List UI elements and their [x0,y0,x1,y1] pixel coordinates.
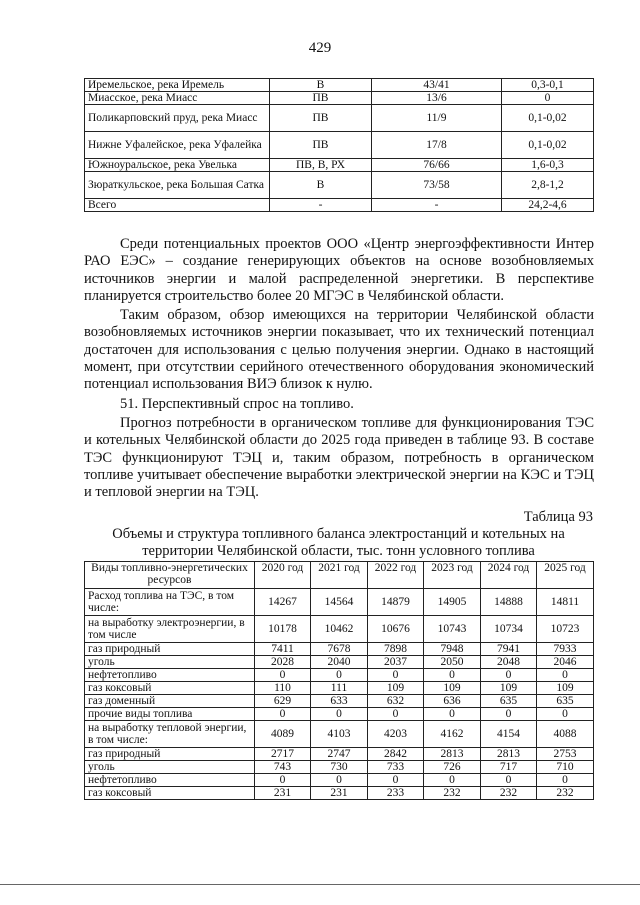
fuel-value-cell: 629 [255,695,311,708]
fuel-value-cell: 111 [311,682,368,695]
hydro-name-cell: Нижне Уфалейское, река Уфалейка [85,132,270,159]
page-number: 429 [308,40,332,56]
fuel-value-cell: 4103 [311,721,368,748]
fuel-label-cell: газ природный [85,643,255,656]
fuel-value-cell: 0 [424,774,481,787]
table-row [85,132,594,159]
table-label: Таблица 93 [523,509,593,525]
table-row [85,787,594,800]
fuel-value-cell: 232 [481,787,537,800]
paragraph-projects: Среди потенциальных проектов ООО «Центр энергоэффективности Интер РАО ЕЭС» – создание генерирующих объектов на основе возобновляемых источников энергии и малой распределенной энергетики. В перспективе планируется строительство более 20 МГЭС в Челябинской области. [84,236,594,304]
fuel-value-cell: 14879 [368,589,424,616]
fuel-value-cell: 14905 [424,589,481,616]
fuel-value-cell: 2813 [481,748,537,761]
header-year: 2022 год [368,562,424,589]
fuel-value-cell: 0 [537,669,594,682]
fuel-value-cell: 4203 [368,721,424,748]
hydro-type-cell: ПВ [270,105,372,132]
table-row [85,159,594,172]
hydro-power-cell: 11/9 [372,105,502,132]
fuel-value-cell: 232 [424,787,481,800]
fuel-label-cell: газ природный [85,748,255,761]
fuel-value-cell: 0 [311,708,368,721]
fuel-value-cell: 0 [311,669,368,682]
fuel-value-cell: 2028 [255,656,311,669]
body-text [84,236,594,501]
fuel-value-cell: 2050 [424,656,481,669]
table-row [85,708,594,721]
header-resource: Виды топливно-энергетических ресурсов [85,562,255,589]
fuel-value-cell: 4154 [481,721,537,748]
hydro-range-cell: 0 [502,92,594,105]
fuel-value-cell: 2842 [368,748,424,761]
hydro-name-cell: Миасское, река Миасс [85,92,270,105]
fuel-value-cell: 4089 [255,721,311,748]
fuel-value-cell: 7898 [368,643,424,656]
table-header-row [85,562,594,589]
fuel-value-cell: 0 [537,708,594,721]
table-row [85,92,594,105]
fuel-label-cell: нефтетопливо [85,669,255,682]
fuel-value-cell: 4162 [424,721,481,748]
fuel-value-cell: 7678 [311,643,368,656]
table-row [85,669,594,682]
hydro-name-cell: Южноуральское, река Увелька [85,159,270,172]
fuel-value-cell: 0 [481,669,537,682]
table-row [85,589,594,616]
hydro-type-cell: ПВ [270,132,372,159]
table-title: Объемы и структура топливного баланса электростанций и котельных на территории Челябинской области, тыс. тонн условного топлива [112,526,565,559]
fuel-value-cell: 0 [255,669,311,682]
fuel-value-cell: 110 [255,682,311,695]
fuel-label-cell: нефтетопливо [85,774,255,787]
fuel-value-cell: 635 [481,695,537,708]
fuel-value-cell: 109 [481,682,537,695]
hydro-type-cell: ПВ [270,92,372,105]
hydro-type-cell: ПВ, В, РХ [270,159,372,172]
fuel-label-cell: газ коксовый [85,682,255,695]
fuel-value-cell: 10743 [424,616,481,643]
hydro-range-cell: 2,8-1,2 [502,172,594,199]
header-year: 2025 год [537,562,594,589]
table-row [85,721,594,748]
fuel-value-cell: 231 [255,787,311,800]
table-row [85,682,594,695]
fuel-value-cell: 0 [481,708,537,721]
table-row [85,616,594,643]
hydro-power-cell: 43/41 [372,79,502,92]
fuel-value-cell: 7411 [255,643,311,656]
fuel-value-cell: 635 [537,695,594,708]
fuel-value-cell: 0 [255,708,311,721]
fuel-value-cell: 633 [311,695,368,708]
fuel-value-cell: 0 [311,774,368,787]
fuel-value-cell: 14888 [481,589,537,616]
table-row [85,695,594,708]
table-row [85,656,594,669]
fuel-value-cell: 0 [537,774,594,787]
fuel-value-cell: 7941 [481,643,537,656]
fuel-value-cell: 717 [481,761,537,774]
fuel-value-cell: 0 [368,669,424,682]
fuel-value-cell: 2048 [481,656,537,669]
hydro-type-cell: - [270,199,372,212]
table-row [85,79,594,92]
fuel-balance-table [84,561,594,800]
fuel-value-cell: 109 [368,682,424,695]
fuel-value-cell: 0 [424,669,481,682]
fuel-value-cell: 233 [368,787,424,800]
hydro-range-cell: 24,2-4,6 [502,199,594,212]
table-row [85,748,594,761]
fuel-value-cell: 0 [481,774,537,787]
fuel-label-cell: уголь [85,761,255,774]
fuel-label-cell: на выработку электроэнергии, в том числе [85,616,255,643]
hydro-power-cell: 17/8 [372,132,502,159]
fuel-label-cell: газ доменный [85,695,255,708]
header-year: 2021 год [311,562,368,589]
table-row [85,199,594,212]
fuel-value-cell: 2753 [537,748,594,761]
fuel-value-cell: 2037 [368,656,424,669]
fuel-value-cell: 2813 [424,748,481,761]
fuel-value-cell: 7933 [537,643,594,656]
fuel-label-cell: прочие виды топлива [85,708,255,721]
fuel-value-cell: 14564 [311,589,368,616]
hydro-power-cell: - [372,199,502,212]
fuel-value-cell: 4088 [537,721,594,748]
table-row [85,761,594,774]
fuel-value-cell: 743 [255,761,311,774]
fuel-label-cell: уголь [85,656,255,669]
fuel-label-cell: Расход топлива на ТЭС, в том числе: [85,589,255,616]
fuel-value-cell: 10178 [255,616,311,643]
fuel-value-cell: 0 [368,708,424,721]
fuel-value-cell: 2040 [311,656,368,669]
hydro-range-cell: 0,1-0,02 [502,132,594,159]
hydro-range-cell: 0,3-0,1 [502,79,594,92]
fuel-value-cell: 10723 [537,616,594,643]
header-year: 2023 год [424,562,481,589]
fuel-value-cell: 733 [368,761,424,774]
fuel-value-cell: 2747 [311,748,368,761]
fuel-value-cell: 109 [424,682,481,695]
hydro-name-cell: Всего [85,199,270,212]
fuel-value-cell: 109 [537,682,594,695]
section-heading: 51. Перспективный спрос на топливо. [120,395,354,412]
page-bottom-rule [0,884,640,885]
paragraph-forecast: Прогноз потребности в органическом топливе для функционирования ТЭС и котельных Челябинской области до 2025 года приведен в таблице 93. В составе ТЭС функционируют ТЭЦ и, таким образом, потребность в органическом топливе учитывает обеспечение выработки электрической энергии на КЭС и ТЭЦ и тепловой энергии на ТЭЦ. [84,414,594,501]
table-row [85,643,594,656]
fuel-value-cell: 0 [424,708,481,721]
hydro-power-cell: 73/58 [372,172,502,199]
hydro-name-cell: Иремельское, река Иремель [85,79,270,92]
fuel-value-cell: 2717 [255,748,311,761]
hydro-power-cell: 76/66 [372,159,502,172]
fuel-value-cell: 231 [311,787,368,800]
paragraph-review: Таким образом, обзор имеющихся на территории Челябинской области возобновляемых источников энергии показывает, что их технический потенциал достаточен для использования с целью получения энергии. Однако в настоящий момент, при отсутствии серийного отечественного оборудования экономический потенциал использования ВИЭ близок к нулю. [84,307,594,393]
fuel-value-cell: 710 [537,761,594,774]
fuel-value-cell: 7948 [424,643,481,656]
hydro-power-cell: 13/6 [372,92,502,105]
fuel-value-cell: 730 [311,761,368,774]
header-year: 2020 год [255,562,311,589]
hydro-name-cell: Зюраткульское, река Большая Сатка [85,172,270,199]
fuel-value-cell: 10734 [481,616,537,643]
hydro-range-cell: 0,1-0,02 [502,105,594,132]
hydro-name-cell: Поликарповский пруд, река Миасс [85,105,270,132]
table-row [85,774,594,787]
fuel-value-cell: 0 [368,774,424,787]
table-row [85,105,594,132]
fuel-label-cell: газ коксовый [85,787,255,800]
fuel-value-cell: 14811 [537,589,594,616]
fuel-value-cell: 726 [424,761,481,774]
hydro-type-cell: В [270,79,372,92]
fuel-value-cell: 0 [255,774,311,787]
table-row [85,172,594,199]
hydro-range-cell: 1,6-0,3 [502,159,594,172]
fuel-value-cell: 232 [537,787,594,800]
fuel-value-cell: 14267 [255,589,311,616]
fuel-value-cell: 10462 [311,616,368,643]
header-year: 2024 год [481,562,537,589]
fuel-value-cell: 632 [368,695,424,708]
fuel-value-cell: 10676 [368,616,424,643]
hydro-type-cell: В [270,172,372,199]
hydro-projects-table [84,78,594,212]
fuel-label-cell: на выработку тепловой энергии, в том числе: [85,721,255,748]
fuel-value-cell: 2046 [537,656,594,669]
fuel-value-cell: 636 [424,695,481,708]
